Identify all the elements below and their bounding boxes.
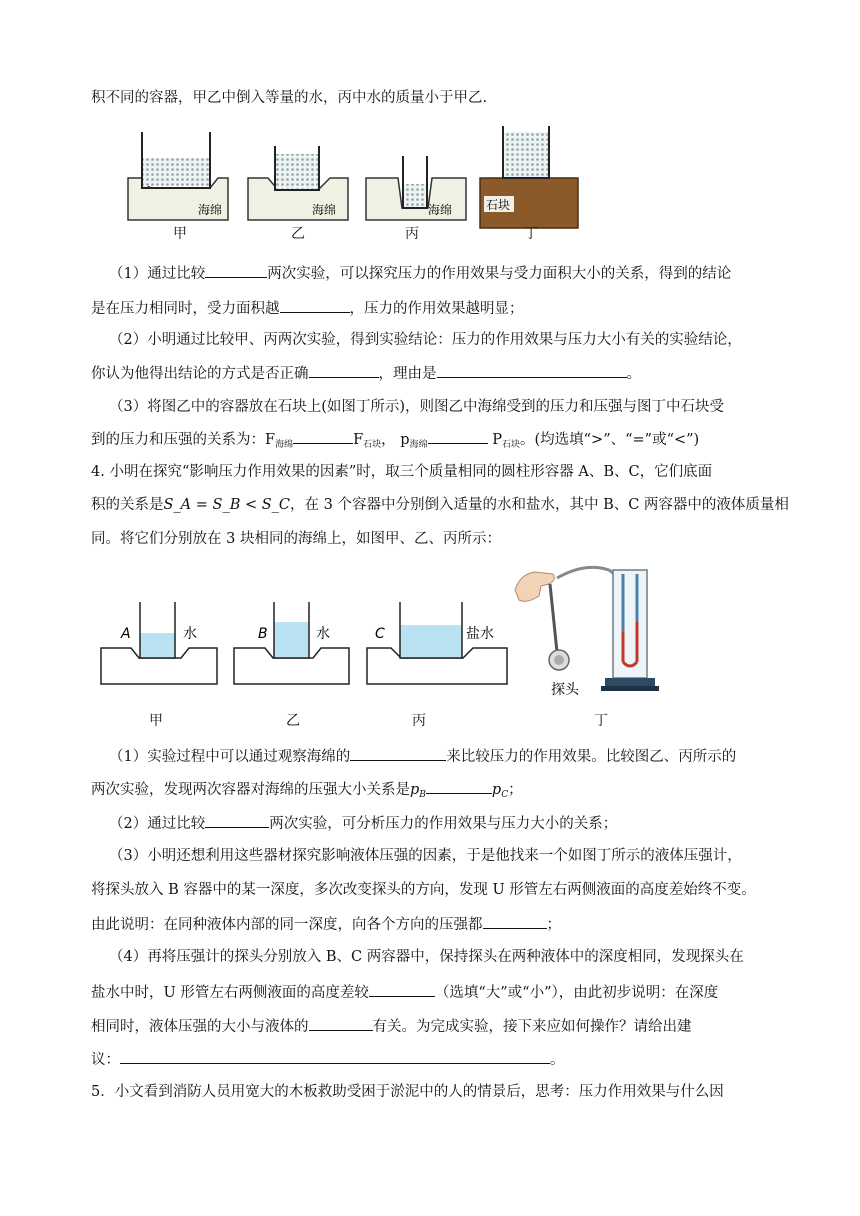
fig1-jia xyxy=(128,132,228,220)
fig1-ding xyxy=(480,126,578,228)
fig1-label-jia: 甲 xyxy=(173,226,187,242)
answer-blank[interactable] xyxy=(205,812,269,828)
fig1-sponge-label: 海绵 xyxy=(198,203,223,217)
liquid-label: 水 xyxy=(183,626,197,642)
q4-line-2: 积的关系是S_A = S_B < S_C，在 3 个容器中分别倒入适量的水和盐水，其中 B、C 两容器中的液体质量相 xyxy=(91,497,789,513)
intro-line: 积不同的容器，甲乙中倒入等量的水，丙中水的质量小于甲乙. xyxy=(91,90,488,106)
q3-line-2: 是在压力相同时，受力面积越 ，压力的作用效果越明显； xyxy=(91,297,524,319)
q4-p4-line-2: 盐水中时，U 形管左右两侧液面的高度差较 （选填“大”或“小”），由此初步说明：在深度 xyxy=(91,981,718,1003)
fig1-yi xyxy=(248,146,348,220)
fig1-bing xyxy=(366,156,466,220)
q4-p2-line: （2）通过比较 两次实验，可分析压力的作用效果与压力大小的关系； xyxy=(109,812,617,834)
container-label: C xyxy=(375,626,385,642)
q4-p4-line-4: 议： 。 xyxy=(91,1048,565,1070)
container-label: A xyxy=(121,626,131,642)
q5-line-1: 5．小文看到消防人员用宽大的木板救助受困于淤泥中的人的情景后，思考：压力作用效果与什么因 xyxy=(91,1084,724,1100)
answer-blank[interactable] xyxy=(428,428,488,444)
fig2-jia xyxy=(101,602,217,684)
answer-blank[interactable] xyxy=(437,362,627,378)
fig2-label-ding: 丁 xyxy=(594,713,608,729)
figure-container-experiment xyxy=(95,562,665,712)
q4-p3-line-2: 将探头放入 B 容器中的某一深度，多次改变探头的方向，发现 U 形管左右两侧液面的高度差始终不变。 xyxy=(91,882,756,898)
liquid-label: 盐水 xyxy=(466,626,494,642)
q3-line-6: 到的压力和压强的关系为：$F_{海绵}$ $F_{石块}$， $p_{海绵}$ $P_{石块}$。(均选填“>”、“=”或“<”) xyxy=(91,428,699,455)
figure-sponge-experiment xyxy=(120,122,590,244)
q3-line-1: （1）通过比较 两次实验，可以探究压力的作用效果与受力面积大小的关系，得到的结论 xyxy=(109,262,731,284)
answer-blank[interactable] xyxy=(280,297,350,313)
fig2-bing xyxy=(367,602,507,684)
fig2-label-bing: 丙 xyxy=(412,713,426,729)
q3-line-4: 你认为他得出结论的方式是否正确 ，理由是 。 xyxy=(91,362,641,384)
answer-blank[interactable] xyxy=(483,913,547,929)
answer-blank[interactable] xyxy=(309,362,379,378)
answer-blank[interactable] xyxy=(205,262,267,278)
q4-p3-line-3: 由此说明：在同种液体内部的同一深度，向各个方向的压强都 ； xyxy=(91,913,561,935)
answer-blank[interactable] xyxy=(369,981,435,997)
fig1-label-ding: 丁 xyxy=(524,226,538,242)
fig1-label-bing: 丙 xyxy=(405,226,419,242)
fig1-sponge-label: 海绵 xyxy=(312,203,337,217)
q3-line-5: （3）将图乙中的容器放在石块上(如图丁所示)，则图乙中海绵受到的压力和压强与图丁中石块受 xyxy=(109,399,725,415)
probe-label: 探头 xyxy=(551,682,579,698)
answer-blank[interactable] xyxy=(120,1048,550,1064)
answer-blank[interactable] xyxy=(309,1015,373,1031)
fig2-manometer xyxy=(515,567,659,698)
fig2-yi xyxy=(234,602,349,684)
answer-blank[interactable] xyxy=(293,428,353,444)
q4-p4-line-3: 相同时，液体压强的大小与液体的 有关。为完成实验，接下来应如何操作？请给出建 xyxy=(91,1015,692,1037)
q3-line-3: （2）小明通过比较甲、丙两次实验，得到实验结论：压力的作用效果与压力大小有关的实验结论， xyxy=(109,332,742,348)
q4-p4-line-1: （4）再将压强计的探头分别放入 B、C 两容器中，保持探头在两种液体中的深度相同，发现探头在 xyxy=(109,949,744,965)
q4-p3-line-1: （3）小明还想利用这些器材探究影响液体压强的因素，于是他找来一个如图丁所示的液体压强计， xyxy=(109,848,742,864)
q4-p1-line-1: （1）实验过程中可以通过观察海绵的 来比较压力的作用效果。比较图乙、丙所示的 xyxy=(109,745,736,767)
fig2-label-jia: 甲 xyxy=(149,713,163,729)
container-label: B xyxy=(258,626,268,642)
liquid-label: 水 xyxy=(316,626,330,642)
fig1-sponge-label: 海绵 xyxy=(428,203,453,217)
math-area-relation: S_A = S_B < S_C xyxy=(163,497,291,513)
fig2-label-yi: 乙 xyxy=(286,713,300,729)
answer-blank[interactable] xyxy=(350,745,446,761)
answer-blank[interactable] xyxy=(426,778,492,794)
q4-line-3: 同。将它们分别放在 3 块相同的海绵上，如图甲、乙、丙所示： xyxy=(91,531,501,547)
q4-line-1: 4. 小明在探究“影响压力作用效果的因素”时，取三个质量相同的圆柱形容器 A、B、C，它们底面 xyxy=(91,464,713,480)
fig1-label-yi: 乙 xyxy=(291,226,305,242)
q4-p1-line-2: 两次实验，发现两次容器对海绵的压强大小关系是$p_B$ $p_C$； xyxy=(91,778,523,805)
fig1-stone-label: 石块 xyxy=(486,198,511,212)
